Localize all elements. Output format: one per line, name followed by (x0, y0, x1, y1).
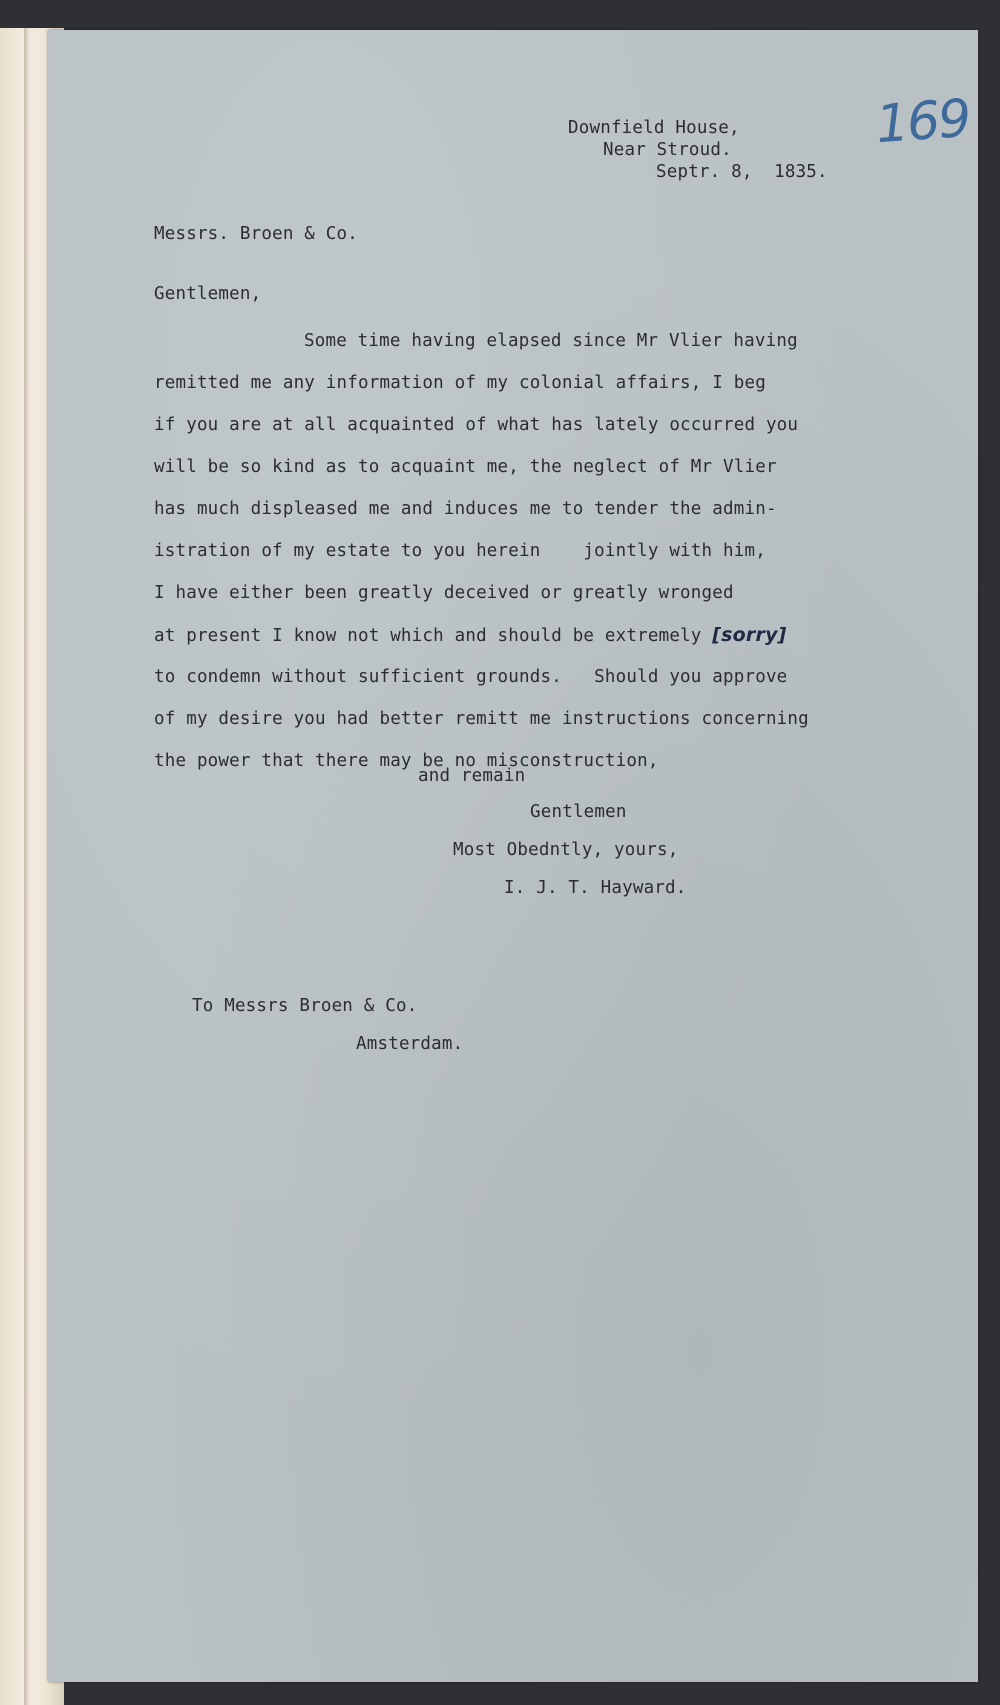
body-line: will be so kind as to acquaint me, the neglect of Mr Vlier (154, 457, 777, 477)
body-line: Some time having elapsed since Mr Vlier having (304, 331, 798, 351)
closing-remain: and remain (418, 766, 526, 786)
letter-date: Septr. 8, 1835. (656, 162, 828, 182)
handwritten-insert: [sorry] (712, 624, 787, 646)
signature: I. J. T. Hayward. (504, 878, 687, 898)
folio-number: 169 (874, 88, 972, 156)
body-line: remitted me any information of my colonial affairs, I beg (154, 373, 766, 393)
footer-city: Amsterdam. (356, 1034, 464, 1054)
closing-obedntly: Most Obedntly, yours, (453, 840, 679, 860)
address-line-2: Near Stroud. (603, 140, 732, 160)
body-line-text: at present I know not which and should be extremely (154, 626, 702, 646)
body-line: if you are at all acquainted of what has lately occurred you (154, 415, 799, 435)
book-gutter-shadow (24, 28, 30, 1705)
body-line: has much displeased me and induces me to tender the admin- (154, 499, 777, 519)
body-line: istration of my estate to you herein jointly with him, (154, 541, 766, 561)
address-line-1: Downfield House, (568, 118, 740, 138)
body-line: the power that there may be no misconstruction, (154, 751, 659, 771)
salutation: Gentlemen, (154, 284, 262, 304)
letter-body (154, 320, 944, 782)
body-line-with-insert (154, 614, 944, 656)
closing-gentlemen: Gentlemen (530, 802, 627, 822)
body-line: I have either been greatly deceived or greatly wronged (154, 583, 734, 603)
addressee: Messrs. Broen & Co. (154, 224, 358, 244)
body-line: of my desire you had better remitt me instructions concerning (154, 709, 809, 729)
letter-sheet (48, 30, 978, 1682)
body-line: to condemn without sufficient grounds. Should you approve (154, 667, 788, 687)
footer-addressee: To Messrs Broen & Co. (192, 996, 418, 1016)
